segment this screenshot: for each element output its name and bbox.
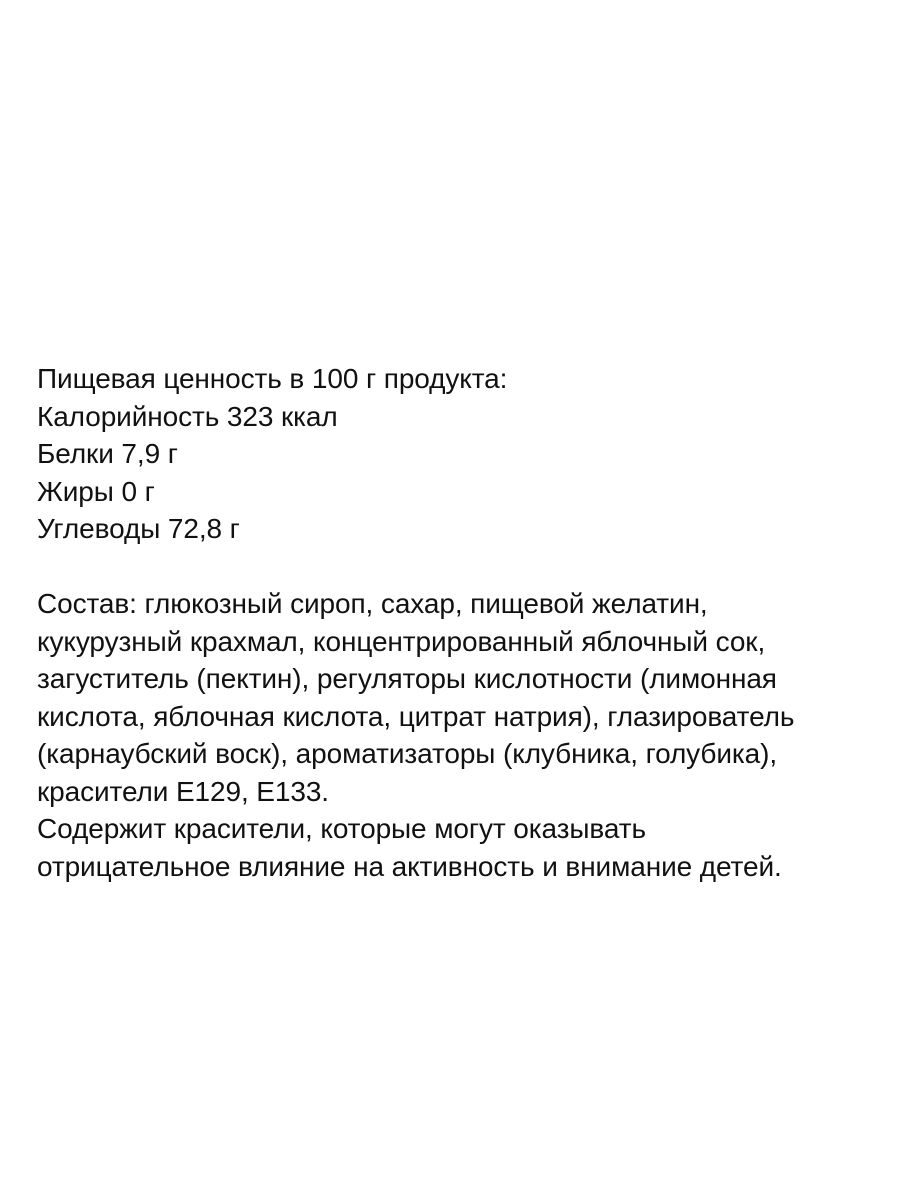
composition-line: красители Е129, Е133. [37, 775, 329, 807]
composition-line: (карнаубский воск), ароматизаторы (клубника, голубика), [37, 738, 778, 769]
nutrition-carbs: Углеводы 72,8 г [37, 513, 240, 544]
warning-line: Содержит красители, которые могут оказывать [37, 813, 646, 844]
composition-line: кукурузный крахмал, концентрированный яблочный сок, [37, 625, 766, 657]
composition-line: Состав: глюкозный сироп, сахар, пищевой желатин, [37, 588, 708, 619]
warning-line: отрицательное влияние на активность и внимание детей. [37, 850, 782, 882]
nutrition-fat: Жиры 0 г [37, 475, 155, 507]
composition-line: кислота, яблочная кислота, цитрат натрия), глазирователь [37, 700, 795, 732]
paragraph-spacer [37, 548, 887, 586]
nutrition-block [37, 360, 887, 548]
nutrition-protein: Белки 7,9 г [37, 438, 178, 469]
nutrition-heading: Пищевая ценность в 100 г продукта: [37, 363, 508, 394]
nutrition-calories: Калорийность 323 ккал [37, 400, 338, 432]
composition-line: загуститель (пектин), регуляторы кислотности (лимонная [37, 663, 777, 694]
warning-block [37, 810, 887, 885]
composition-block [37, 585, 887, 810]
product-info-document [37, 360, 887, 885]
